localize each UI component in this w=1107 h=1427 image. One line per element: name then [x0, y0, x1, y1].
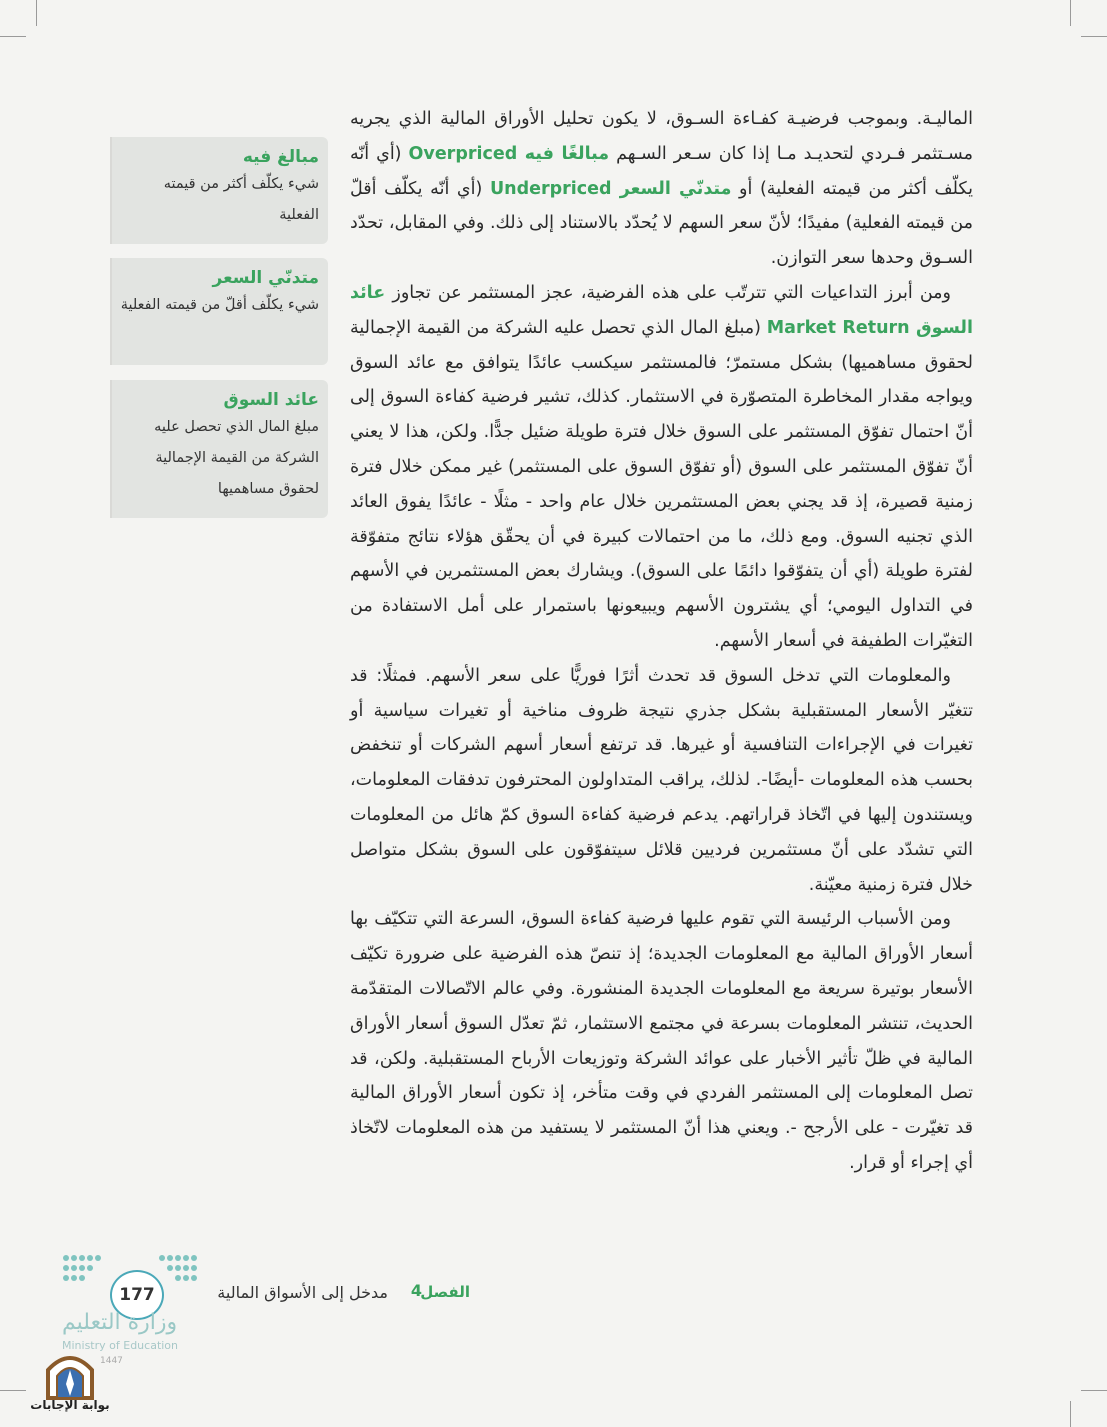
body-text: (مبلغ المال الذي تحصل عليه الشركة من القيمة الإجمالية لحقوق مساهميها) بشكل مستمرّ؛ فالمستثمر سيكسب عائدًا يتوافق مع عائد السوق ويواجه مقدار المخاطرة المتصوّرة في الاستثمار. كذلك، تشير فرضية كفاءة السوق إلى أنّ احتمال تفوّق المستثمر على السوق خلال فترة طويلة ضئيل جدًّا. ولكن، هذا لا يعني أنّ تفوّق المستثمر على السوق (أو تفوّق السوق على المستثمر) غير ممكن خلال فترة زمنية قصيرة، إذ قد يجني بعض المستثمرين خلال عام واحد - مثلًا - عائدًا يفوق العائد الذي تجنيه السوق. ومع ذلك، ما من احتمالات كبيرة في أن يحقّق هؤلاء نتائج متفوّقة لفترة طويلة (أي أن يتفوّقوا دائمًا على السوق). ويشارك بعض المستثمرين في الأسهم في التداول اليومي؛ أي يشترون الأسهم ويبيعونها باستمرار على أمل الاستفادة من التغيّرات الطفيفة في أسعار الأسهم.: [350, 317, 973, 651]
chapter-label: الفصل: [420, 1283, 470, 1301]
glossary-definition: شيء يكلّف أقلّ من قيمته الفعلية: [120, 297, 319, 313]
glossary-box-underpriced: [110, 258, 328, 365]
glossary-definition: مبلغ المال الذي تحصل عليه الشركة من القيمة الإجمالية لحقوق مساهميها: [154, 419, 319, 497]
glossary-box-market-return: [110, 380, 328, 518]
ministry-name-arabic: وزارة التعليم: [62, 1310, 178, 1335]
ministry-year: 1447: [100, 1356, 123, 1366]
body-text: والمعلومات التي تدخل السوق قد تحدث أثرًا فوريًّا على سعر الأسهم. فمثلًا: قد تتغيّر الأسعار المستقبلية بشكل جذري نتيجة ظروف مناخية أو تغيرات سياسية أو تغيرات في الإجراءات التنافسية أو غيرها. قد ترتفع أسعار أسهم الشركات أو تنخفض بحسب هذه المعلومات -أيضًا-. لذلك، يراقب المتداولون المحترفون تدفقات المعلومات، ويستندون إليها في اتّخاذ قراراتهم. يدعم فرضية كفاءة السوق كمّ هائل من المعلومات التي تشدّد على أنّ مستثمرين فرديين قلائل سيتفوّقون على السوق بشكل متواصل خلال فترة زمنية معيّنة.: [350, 665, 973, 895]
body-text: (أي أنّه يكلّف أكثر من قيمته الفعلية) أو: [350, 143, 973, 199]
body-paragraph: [350, 102, 973, 276]
chapter-number: 4: [410, 1281, 422, 1300]
chapter-title: مدخل إلى الأسواق المالية: [217, 1283, 388, 1302]
body-text: ومن الأسباب الرئيسة التي تقوم عليها فرضية كفاءة السوق، السرعة التي تتكيّف بها أسعار الأوراق المالية مع المعلومات الجديدة؛ إذ تنصّ هذه الفرضية على ضرورة تكيّف الأسعار بوتيرة سريعة مع المعلومات الجديدة المنشورة. وفي عالم الاتّصالات المتقدّمة الحديث، تنتشر المعلومات بسرعة في مجتمع الاستثمار، ثمّ تعدّل السوق أسعار الأوراق المالية في ظلّ تأثير الأخبار على عوائد الشركة وتوزيعات الأرباح المستقبلية. ولكن، قد تصل المعلومات إلى المستثمر الفردي في وقت متأخر، إذ تكون أسعار الأوراق المالية قد تغيّرت - على الأرجح -. ويعني هذا أنّ المستثمر لا يستفيد من هذه المعلومات لاتّخاذ أي إجراء أو قرار.: [350, 909, 973, 1173]
crop-mark: [1081, 1390, 1107, 1391]
glossary-box-overpriced: [110, 137, 328, 244]
crop-mark: [1070, 0, 1071, 26]
body-paragraph: [350, 902, 973, 1180]
key-term: مبالغًا فيه Overpriced: [408, 143, 610, 164]
body-text: (أي أنّه يكلّف أقلّ من قيمته الفعلية) مفيدًا؛ لأنّ سعر السهم لا يُحدّد بالاستناد إلى ذلك. وفي المقابل، تحدّد السـوق وحدها سعر التوازن.: [350, 178, 973, 269]
body-paragraph: [350, 659, 973, 903]
glossary-term: مبالغ فيه: [242, 147, 319, 167]
ministry-name-english: Ministry of Education: [62, 1339, 179, 1352]
body-text: ومن أبرز التداعيات التي تترتّب على هذه الفرضية، عجز المستثمر عن تجاوز: [385, 282, 951, 303]
glossary-term: عائد السوق: [223, 390, 319, 410]
crop-mark: [1070, 1401, 1071, 1427]
glossary-definition: شيء يكلّف أكثر من قيمته الفعلية: [163, 176, 319, 223]
key-term: عائد السوق Market Return: [350, 282, 973, 338]
body-paragraph: [350, 276, 973, 659]
main-text: [350, 102, 973, 1181]
crop-mark: [0, 1390, 26, 1391]
page-number: 177: [110, 1270, 164, 1320]
watermark-label: بوابة الإجابات: [30, 1398, 110, 1412]
glossary-term: متدنّي السعر: [212, 268, 319, 288]
chapter-footer: [190, 1281, 470, 1309]
key-term: متدنّي السعر Underpriced: [489, 178, 732, 199]
body-text: الماليـة. وبموجب فرضيـة كفـاءة السـوق، لا يكون تحليل الأوراق المالية الذي يجريه مسـتثمر فـردي لتحديـد مـا إذا كان سـعر السـهم: [350, 109, 973, 164]
crop-mark: [36, 0, 37, 26]
crop-mark: [0, 36, 26, 37]
crop-mark: [1081, 36, 1107, 37]
